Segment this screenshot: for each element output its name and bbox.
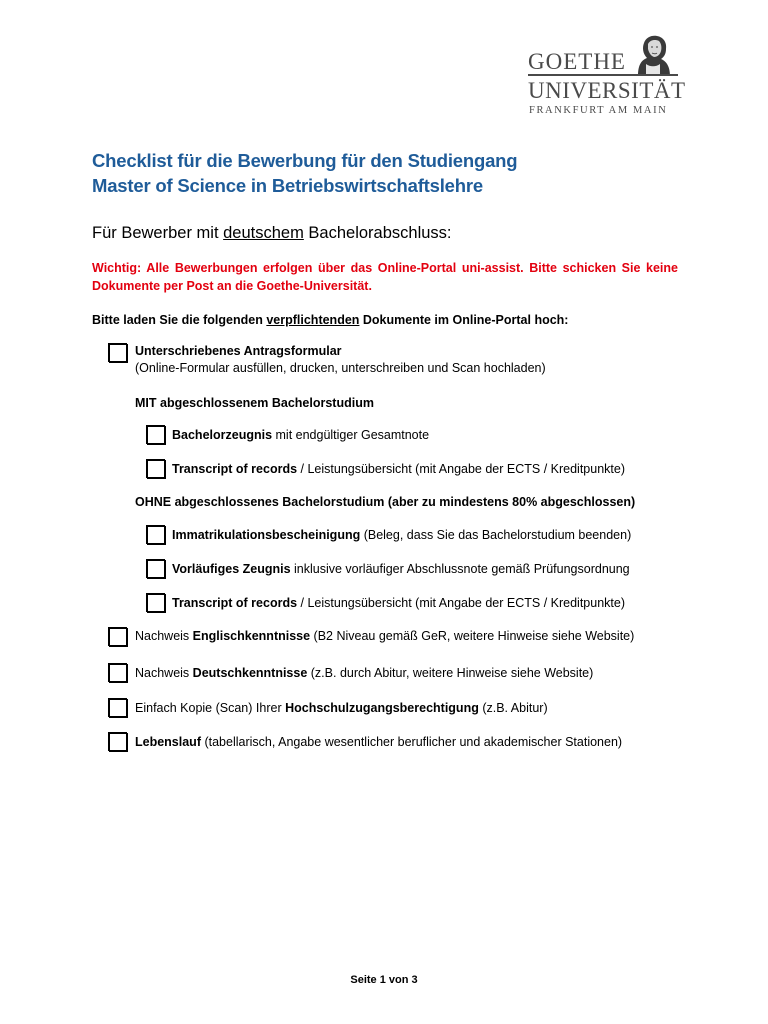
- item-antragsformular: [135, 343, 546, 377]
- checkbox-antragsformular[interactable]: [108, 343, 127, 362]
- item-englischkenntnisse: [135, 628, 634, 645]
- item-bachelorzeugnis: [172, 427, 429, 444]
- item-deutschkenntnisse-prefix: Nachweis: [135, 666, 193, 680]
- item-englischkenntnisse-note: (B2 Niveau gemäß GeR, weitere Hinweise siehe Website): [310, 629, 635, 643]
- item-lebenslauf-note: (tabellarisch, Angabe wesentlicher beruflicher und akademischer Stationen): [201, 735, 623, 749]
- item-hochschulzugangsberechtigung: [135, 700, 548, 717]
- logo-rule: [528, 74, 678, 76]
- item-englischkenntnisse-prefix: Nachweis: [135, 629, 193, 643]
- title-line-1: Checklist für die Bewerbung für den Studiengang: [92, 150, 518, 171]
- item-bachelorzeugnis-note: mit endgültiger Gesamtnote: [272, 428, 430, 442]
- item-lebenslauf: [135, 734, 622, 751]
- logo-frankfurt-text: FRANKFURT AM MAIN: [529, 105, 668, 116]
- instruction-underlined: verpflichtenden: [266, 313, 360, 327]
- checkbox-vorlaeufiges-zeugnis[interactable]: [146, 559, 165, 578]
- logo-universitaet-text: UNIVERSITÄT: [528, 78, 686, 103]
- item-vorlaeufiges-zeugnis-label: Vorläufiges Zeugnis: [172, 562, 291, 576]
- subtitle-text-before: Für Bewerber mit: [92, 224, 224, 242]
- checkbox-transcript-2[interactable]: [146, 593, 165, 612]
- checkbox-hochschulzugangsberechtigung[interactable]: [108, 698, 127, 717]
- item-vorlaeufiges-zeugnis: [172, 561, 630, 578]
- item-deutschkenntnisse: [135, 665, 593, 682]
- instruction-text-after: Dokumente im Online-Portal hoch:: [359, 313, 569, 327]
- item-transcript-1-note: / Leistungsübersicht (mit Angabe der ECTS / Kreditpunkte): [297, 462, 625, 476]
- item-transcript-2-note: / Leistungsübersicht (mit Angabe der ECTS / Kreditpunkte): [297, 596, 625, 610]
- item-transcript-2-label: Transcript of records: [172, 596, 298, 610]
- item-bachelorzeugnis-label: Bachelorzeugnis: [172, 428, 273, 442]
- checkbox-lebenslauf[interactable]: [108, 732, 127, 751]
- item-transcript-2: [172, 595, 625, 612]
- checkbox-deutschkenntnisse[interactable]: [108, 663, 127, 682]
- item-antragsformular-note: (Online-Formular ausfüllen, drucken, unterschreiben und Scan hochladen): [135, 361, 546, 375]
- logo-goethe-text: GOETHE: [528, 49, 626, 74]
- upload-instruction: [92, 312, 568, 329]
- item-immatrikulation: [172, 527, 631, 544]
- checkbox-transcript-1[interactable]: [146, 459, 165, 478]
- item-vorlaeufiges-zeugnis-note: inklusive vorläufiger Abschlussnote gemäß Prüfungsordnung: [290, 562, 630, 576]
- subtitle-text-after: Bachelorabschluss:: [303, 224, 452, 242]
- item-deutschkenntnisse-label: Deutschkenntnisse: [192, 666, 308, 680]
- page-number: Seite 1 von 3: [350, 974, 418, 986]
- item-immatrikulation-label: Immatrikulationsbescheinigung: [172, 528, 361, 542]
- checkbox-immatrikulation[interactable]: [146, 525, 165, 544]
- item-englischkenntnisse-label: Englischkenntnisse: [192, 629, 311, 643]
- item-hzb-note: (z.B. Abitur): [478, 701, 548, 715]
- item-hzb-prefix: Einfach Kopie (Scan) Ihrer: [135, 701, 286, 715]
- checkbox-bachelorzeugnis[interactable]: [146, 425, 165, 444]
- item-immatrikulation-note: (Beleg, dass Sie das Bachelorstudium beenden): [360, 528, 632, 542]
- item-transcript-1-label: Transcript of records: [172, 462, 298, 476]
- university-logo: [528, 34, 686, 116]
- title-line-2: Master of Science in Betriebswirtschaftslehre: [92, 175, 483, 196]
- item-transcript-1: [172, 461, 625, 478]
- applicant-group-heading: [92, 222, 452, 244]
- subtitle-underlined: deutschem: [223, 224, 304, 242]
- item-lebenslauf-label: Lebenslauf: [135, 735, 201, 749]
- section-mit-bachelor: MIT abgeschlossenem Bachelorstudium: [135, 396, 374, 410]
- section-ohne-bachelor: OHNE abgeschlossenes Bachelorstudium (aber zu mindestens 80% abgeschlossen): [135, 495, 636, 509]
- document-title: [92, 148, 517, 198]
- checkbox-englischkenntnisse[interactable]: [108, 627, 127, 646]
- item-deutschkenntnisse-note: (z.B. durch Abitur, weitere Hinweise siehe Website): [307, 666, 594, 680]
- item-antragsformular-label: Unterschriebenes Antragsformular: [135, 344, 342, 358]
- important-notice: Wichtig: Alle Bewerbungen erfolgen über das Online-Portal uni-assist. Bitte schicken Sie keine Dokumente per Post an die Goethe-Universität.: [92, 261, 678, 293]
- item-hzb-label: Hochschulzugangsberechtigung: [285, 701, 479, 715]
- goethe-portrait-icon: [630, 34, 674, 76]
- instruction-text-before: Bitte laden Sie die folgenden: [92, 313, 267, 327]
